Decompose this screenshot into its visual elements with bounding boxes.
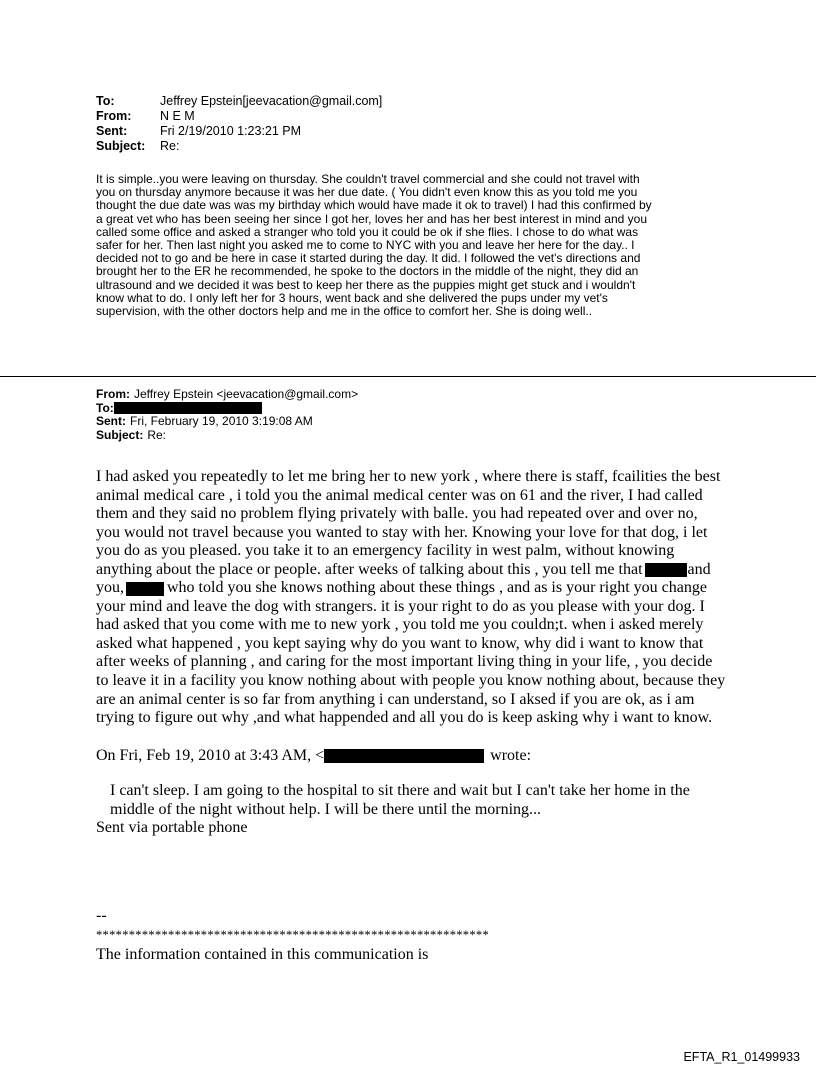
body-line: trying to figure out why ,and what happended and all you do is keep asking why i want to know. (96, 709, 713, 727)
redaction-bar (114, 402, 262, 414)
email2-body (96, 468, 776, 728)
body-line: It is simple..you were leaving on thursday. She couldn't travel commercial and she could not travel with (96, 172, 640, 186)
redaction-bar (126, 582, 164, 596)
body-line: after weeks of planning , and caring for the most important living thing in your life, , you decide (96, 653, 713, 671)
disclaimer-text: The information contained in this communication is (96, 946, 429, 963)
body-line: safer for her. Then last night you asked me to come to NYC with you and leave her here for the day.. I (96, 238, 635, 253)
body-line (96, 561, 776, 580)
body-line: your mind and leave the dog with strangers. it is your right to do as you please with your dog. I (96, 597, 705, 615)
body-line: you would not travel because you wanted to stay with her. Knowing your love for that dog, i let (96, 523, 708, 541)
separator-line (0, 376, 816, 377)
sent-label: Sent: (96, 414, 126, 428)
email1-header (96, 94, 382, 154)
to-label: To: (96, 94, 115, 108)
body-line: decided not to go and be here in case it started during the day. It did. I followed the vet's directions and (96, 251, 641, 266)
body-line: brought her to the ER he recommended, he spoke to the doctors in the middle of the night, they did an (96, 264, 639, 279)
body-line: are an animal center is so far from anything i can understand, so I aksed if you are ok, as i am (96, 690, 695, 708)
to-label: To: (96, 400, 114, 415)
body-line (96, 579, 776, 598)
quoted-line: middle of the night without help. I will be there until the morning... (110, 800, 542, 818)
body-line: ultrasound and we decided it was best to keep her there as the puppies might get stuck and i wouldn't (96, 277, 636, 292)
body-segment: who told you she knows nothing about these things , and as is your right you change (167, 579, 707, 597)
asterisk-divider: ************************************************************ (96, 928, 489, 942)
from-label: From: (96, 387, 130, 401)
subject-label: Subject: (96, 139, 146, 153)
body-line: supervision, with the other doctors help and me in the office to comfort her. She is doing well.. (96, 304, 593, 319)
subject-label: Subject: (96, 427, 144, 442)
from-value: N E M (160, 109, 195, 123)
from-value: Jeffrey Epstein <jeevacation@gmail.com> (134, 387, 359, 401)
body-line: to leave it in a facility you know nothing about with people you know nothing about, because they (96, 672, 726, 690)
redaction-bar (324, 749, 484, 763)
body-line: them and they said no problem flying privately with balle. you had repeated over and over no, (96, 505, 698, 523)
redaction-bar (645, 563, 687, 577)
signature-dash: -- (96, 907, 107, 924)
sent-value: Fri 2/19/2010 1:23:21 PM (160, 124, 302, 138)
body-line: I had asked you repeatedly to let me bring her to new york , where there is staff, fcailities the best (96, 468, 721, 485)
from-label: From: (96, 109, 132, 123)
quote-attribution (96, 747, 531, 765)
body-line: thought the due date was was my birthday which would have made it ok to travel) I had this confirmed by (96, 198, 652, 213)
body-line: a great vet who has been seeing her since I got her, loves her and has her best interest in mind and you (96, 211, 648, 226)
quoted-line: I can't sleep. I am going to the hospital to sit there and wait but I can't take her home in the (110, 782, 690, 799)
to-value: Jeffrey Epstein[jeevacation@gmail.com] (160, 94, 383, 108)
attribution-wrote: wrote: (490, 747, 532, 764)
body-segment: and (687, 560, 711, 578)
sent-value: Fri, February 19, 2010 3:19:08 AM (130, 414, 313, 428)
sent-label: Sent: (96, 124, 128, 138)
body-line: called some office and asked a stranger who told you it could be ok if she flies. I chose to do what was (96, 224, 639, 239)
subject-value: Re: (147, 427, 167, 442)
body-segment: anything about the place or people. after weeks of talking about this , you tell me that (96, 560, 643, 578)
body-line: had asked that you come with me to new york , you told me you couldn;t. when i asked merely (96, 616, 704, 634)
subject-value: Re: (160, 139, 180, 153)
email2-header (96, 388, 358, 442)
body-line: animal medical care , i told you the animal medical center was on 61 and the river, I had called (96, 486, 703, 504)
signature: Sent via portable phone (96, 819, 248, 836)
document-id: EFTA_R1_01499933 (683, 1050, 800, 1064)
body-line: know what to do. I only left her for 3 hours, went back and she delivered the pups under my vet's (96, 290, 608, 305)
body-line: you on thursday anymore because it was her due date. ( You didn't even know this as you told me you (96, 185, 638, 200)
body-segment: you, (96, 579, 124, 597)
quoted-message (110, 782, 690, 819)
body-line: asked what happened , you kept saying why do you want to know, why did i want to know that (96, 634, 704, 652)
body-line: you do as you pleased. you take it to an emergency facility in west palm, without knowing (96, 542, 675, 560)
email1-body (96, 173, 736, 318)
attribution-prefix: On Fri, Feb 19, 2010 at 3:43 AM, < (96, 747, 325, 764)
